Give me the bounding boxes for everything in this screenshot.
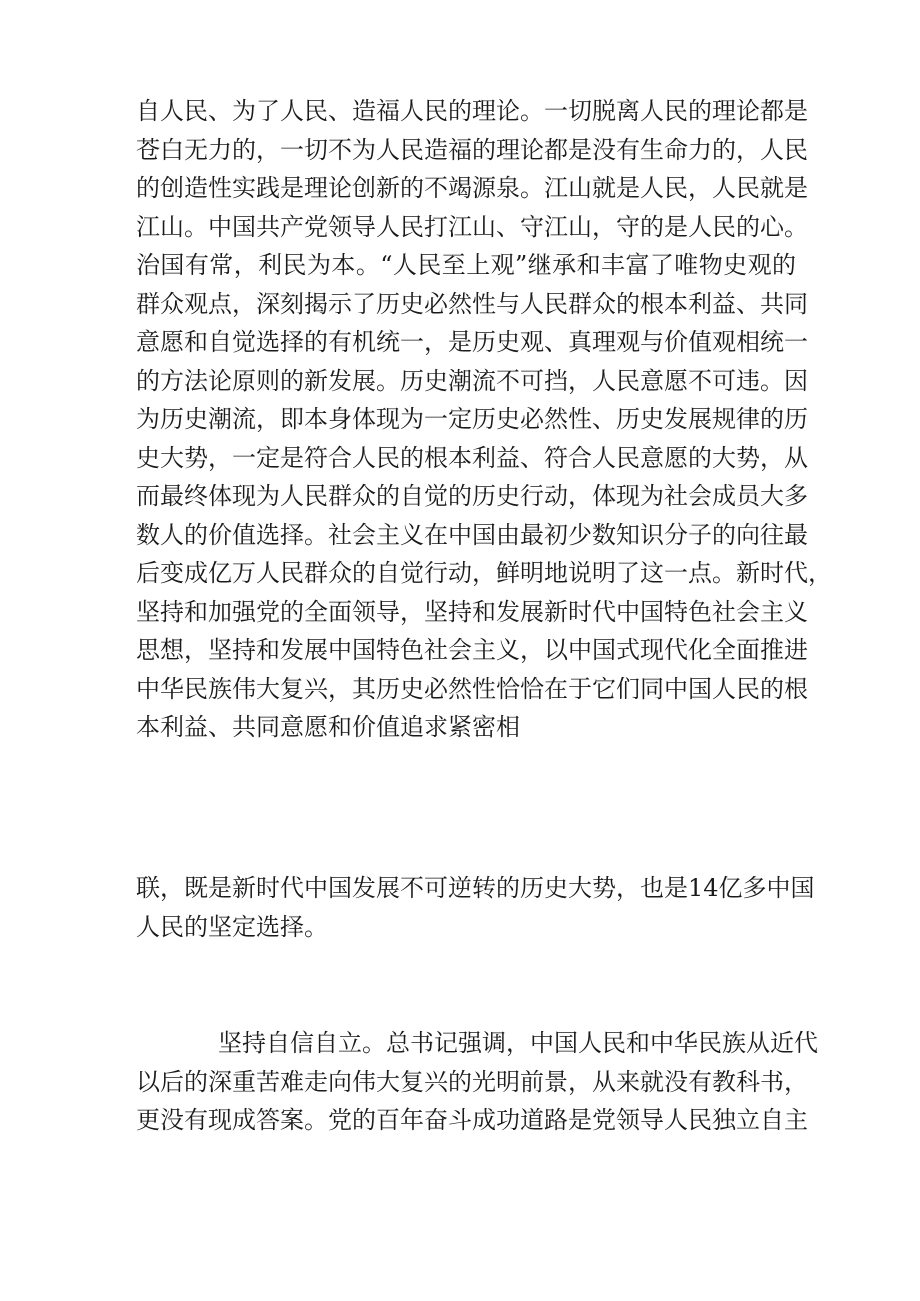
text-line: 苍白无力的，一切不为人民造福的理论都是没有生命力的，人民 [136,135,808,164]
text-line: 自人民、为了人民、造福人民的理论。一切脱离人民的理论都是 [136,97,808,125]
text-line: 以后的深重苦难走向伟大复兴的光明前景，从来就没有教科书， [136,1067,808,1096]
text-line: 联，既是新时代中国发展不可逆转的历史大势，也是14亿多中国 [136,874,815,902]
text-line: 坚持和加强党的全面领导，坚持和发展新时代中国特色社会主义 [136,597,808,626]
text-line: 群众观点，深刻揭示了历史必然性与人民群众的根本利益、共同 [136,289,808,318]
text-line: 坚持自信自立。总书记强调，中国人民和中华民族从近代 [218,1029,818,1057]
text-line: 更没有现成答案。党的百年奋斗成功道路是党领导人民独立自主 [136,1106,808,1134]
text-line: 人民的坚定选择。 [136,912,328,941]
text-line: 中华民族伟大复兴，其历史必然性恰恰在于它们同中国人民的根 [136,674,808,703]
text-line: 的创造性实践是理论创新的不竭源泉。江山就是人民，人民就是 [136,174,808,202]
paragraph-continuation [136,92,832,747]
paragraph-continuation-2 [136,869,815,946]
text-line: 意愿和自觉选择的有机统一，是历史观、真理观与价值观相统一 [136,328,808,356]
text-line: 而最终体现为人民群众的自觉的历史行动，体现为社会成员大多 [136,482,808,510]
text-line: 的方法论原则的新发展。历史潮流不可挡，人民意愿不可违。因 [136,366,808,395]
text-line: 江山。中国共产党领导人民打江山、守江山，守的是人民的心。 [136,212,808,241]
text-line: 后变成亿万人民群众的自觉行动，鲜明地说明了这一点。新时代， [136,559,832,587]
text-line: 史大势，一定是符合人民的根本利益、符合人民意愿的大势，从 [136,443,808,472]
text-line: 为历史潮流，即本身体现为一定历史必然性、历史发展规律的历 [136,405,808,433]
text-line: 思想，坚持和发展中国特色社会主义，以中国式现代化全面推进 [136,636,808,664]
text-line: 数人的价值选择。社会主义在中国由最初少数知识分子的向往最 [136,520,808,549]
text-line: 治国有常，利民为本。“人民至上观”继承和丰富了唯物史观的 [136,251,796,279]
paragraph-self-reliance [136,1024,818,1140]
text-line: 本利益、共同意愿和价值追求紧密相 [136,713,520,741]
